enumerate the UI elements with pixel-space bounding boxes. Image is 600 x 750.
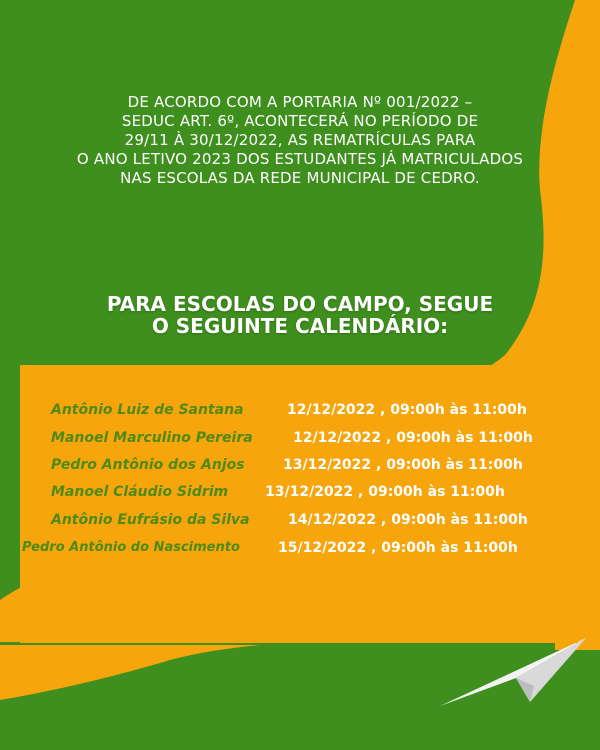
- intro-line: SEDUC ART. 6º, ACONTECERÁ NO PERÍODO DE: [121, 112, 479, 130]
- schedule-date: 13/12/2022 , 09:00h às 11:00h: [265, 484, 505, 500]
- school-name: Manoel Cláudio Sidrim: [51, 484, 229, 500]
- schedule-date: 13/12/2022 , 09:00h às 11:00h: [283, 457, 523, 473]
- intro-line: 29/11 À 30/12/2022, AS REMATRÍCULAS PARA: [124, 131, 476, 149]
- school-name: Antônio Luiz de Santana: [51, 402, 244, 418]
- heading-line: PARA ESCOLAS DO CAMPO, SEGUE: [106, 292, 494, 316]
- schedule-date: 15/12/2022 , 09:00h às 11:00h: [278, 540, 518, 556]
- school-name: Antônio Eufrásio da Silva: [51, 512, 250, 528]
- intro-line: NAS ESCOLAS DA REDE MUNICIPAL DE CEDRO.: [120, 169, 480, 187]
- schedule-date: 14/12/2022 , 09:00h às 11:00h: [288, 512, 528, 528]
- school-name: Pedro Antônio dos Anjos: [51, 457, 245, 473]
- intro-line: DE ACORDO COM A PORTARIA Nº 001/2022 –: [127, 93, 473, 111]
- heading-line: O SEGUINTE CALENDÁRIO:: [151, 314, 449, 338]
- schedule-panel: [20, 365, 578, 643]
- school-name: Pedro Antônio do Nascimento: [22, 540, 240, 555]
- paper-plane-icon: [438, 632, 588, 712]
- schedule-date: 12/12/2022 , 09:00h às 11:00h: [293, 430, 533, 446]
- schedule-date: 12/12/2022 , 09:00h às 11:00h: [287, 402, 527, 418]
- school-name: Manoel Marculino Pereira: [51, 430, 253, 446]
- calendar-heading: [40, 293, 560, 337]
- intro-line: O ANO LETIVO 2023 DOS ESTUDANTES JÁ MATRICULADOS: [76, 150, 524, 168]
- intro-paragraph: [40, 93, 560, 188]
